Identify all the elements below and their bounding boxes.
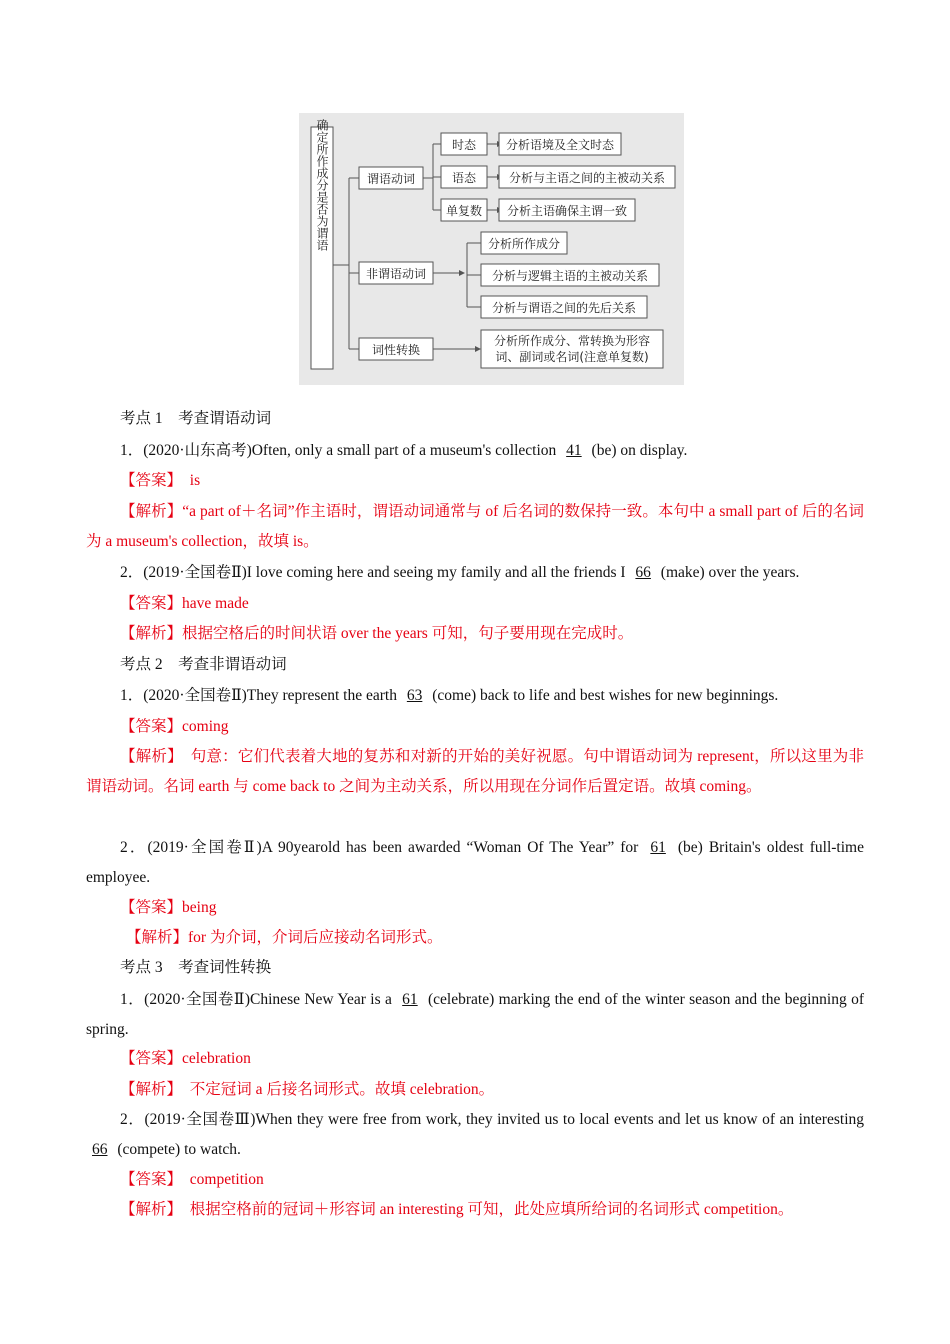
branch-predicate-label: 谓语动词 <box>366 172 416 186</box>
node-tense-desc: 分析语境及全文时态 <box>505 138 615 152</box>
node-number-label: 单复数 <box>445 204 483 218</box>
branch-nonfinite-label: 非谓语动词 <box>365 267 427 281</box>
node-conversion-desc-line2: 词、副词或名词(注意单复数) <box>495 350 649 364</box>
s1-q2-answer: 【答案】have made <box>120 595 249 612</box>
node-nonfinite-desc-3: 分析与谓语之间的先后关系 <box>491 301 637 315</box>
s1-q1-analysis: 【解析】“a part of＋名词”作主语时，谓语动词通常与 of 后名词的数保持一致。本句中 a small part of 后的名词为 a museum's collection，故填 is。 <box>86 503 864 550</box>
s2-q2-analysis: 【解析】for 为介词，介词后应接动名词形式。 <box>126 929 443 946</box>
grammar-flowchart <box>299 113 684 385</box>
s3-q1-analysis: 【解析】 不定冠词 a 后接名词形式。故填 celebration。 <box>120 1081 495 1098</box>
s2-q2-answer: 【答案】being <box>120 899 217 916</box>
s2-q1-answer: 【答案】coming <box>120 718 229 735</box>
section2-heading: 考点 2 考查非谓语动词 <box>120 656 287 673</box>
node-nonfinite-desc-1: 分析所作成分 <box>487 237 561 251</box>
node-voice-desc: 分析与主语之间的主被动关系 <box>508 171 666 185</box>
s3-q1-question: 1．(2020·全国卷Ⅱ)Chinese New Year is a 61 (celebrate) marking the end of the winter season and the beginning of spring. <box>86 991 864 1038</box>
node-tense-label: 时态 <box>451 138 477 152</box>
s1-q1-answer: 【答案】 is <box>120 472 201 489</box>
s3-q2-question: 2．(2019·全国卷Ⅲ)When they were free from work, they invited us to local events and let us know of an interesting 66 (compete) to watch. <box>92 1111 864 1158</box>
node-voice-label: 语态 <box>451 171 477 185</box>
s3-q1-answer: 【答案】celebration <box>120 1050 251 1067</box>
node-number-desc: 分析主语确保主谓一致 <box>506 204 628 218</box>
s1-q1-question: 1．(2020·山东高考)Often, only a small part of a museum's collection 41 (be) on display. <box>120 442 688 459</box>
s3-q2-answer: 【答案】 competition <box>120 1171 264 1188</box>
section3-heading: 考点 3 考查词性转换 <box>120 959 272 976</box>
node-nonfinite-desc-2: 分析与逻辑主语的主被动关系 <box>491 269 649 283</box>
s1-q2-analysis: 【解析】根据空格后的时间状语 over the years 可知，句子要用现在完成时。 <box>120 625 634 642</box>
s1-q2-question: 2．(2019·全国卷Ⅱ)I love coming here and seeing my family and all the friends I 66 (make) over the years. <box>120 564 800 581</box>
diagram-root-text: 分析句子结构，确定所作成分是否为谓语 <box>315 113 329 251</box>
flowchart-svg <box>299 113 684 385</box>
node-conversion-desc-line1: 分析所作成分、常转换为形容 <box>493 334 651 348</box>
s2-q1-analysis: 【解析】 句意：它们代表着大地的复苏和对新的开始的美好祝愿。句中谓语动词为 represent，所以这里为非谓语动词。名词 earth 与 come back to 之间为主动关系，所以用现在分词作后置定语。故填 coming。 <box>86 748 864 795</box>
s3-q2-analysis: 【解析】 根据空格前的冠词＋形容词 an interesting 可知，此处应填所给词的名词形式 competition。 <box>120 1201 794 1218</box>
s2-q1-question: 1．(2020·全国卷Ⅱ)They represent the earth 63 (come) back to life and best wishes for new beginnings. <box>120 687 779 704</box>
section1-heading: 考点 1 考查谓语动词 <box>120 410 272 427</box>
branch-conversion-label: 词性转换 <box>371 343 421 357</box>
s2-q2-question: 2．(2019·全国卷Ⅱ)A 90yearold has been awarded “Woman Of The Year” for 61 (be) Britain's oldest full-time employee. <box>86 839 864 886</box>
